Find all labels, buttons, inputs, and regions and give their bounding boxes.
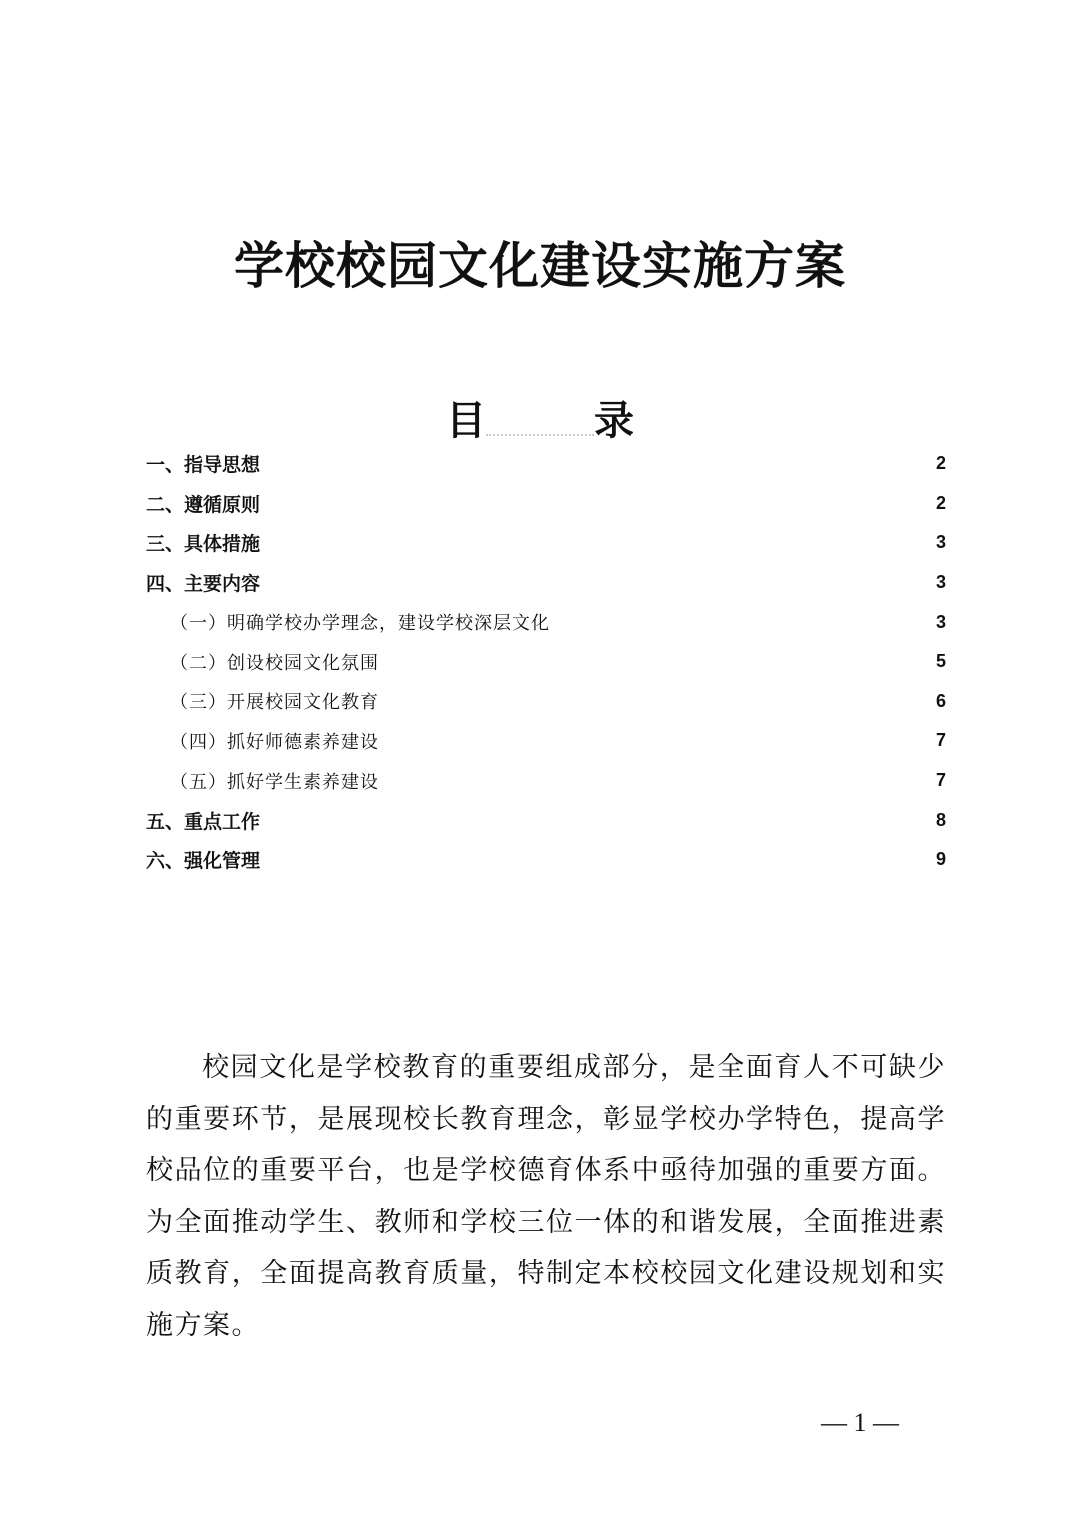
toc-entry-page: 7	[935, 730, 946, 751]
toc-entry-label: （一）明确学校办学理念，建设学校深层文化	[170, 613, 550, 635]
toc-entry-page: 3	[935, 611, 946, 632]
toc-entry[interactable]	[146, 800, 946, 840]
toc-entry-page: 2	[935, 492, 946, 513]
toc-entry-page: 2	[935, 453, 946, 474]
toc-entry-label: （三）开展校园文化教育	[170, 692, 379, 714]
toc-entry-label: 四、主要内容	[146, 573, 261, 596]
toc-entry-page: 3	[935, 572, 946, 593]
toc-entry-label: （二）创设校园文化氛围	[170, 652, 379, 674]
toc-entry-label: 六、强化管理	[146, 850, 261, 873]
toc-entry-label: （五）抓好学生素养建设	[170, 771, 379, 793]
toc-entry-page: 3	[935, 532, 946, 553]
toc-entry-page: 9	[935, 849, 946, 870]
toc-entry-label: 三、具体措施	[146, 533, 261, 556]
toc-subentry[interactable]	[146, 602, 946, 642]
toc-entry-label: （四）抓好师德素养建设	[170, 731, 379, 753]
toc-entry[interactable]	[146, 523, 946, 563]
toc-subentry[interactable]	[146, 761, 946, 801]
table-of-contents	[146, 444, 946, 880]
toc-heading-divider	[486, 426, 594, 436]
toc-heading	[0, 396, 1080, 446]
page-number: — 1 —	[821, 1408, 899, 1437]
toc-entry[interactable]	[146, 563, 946, 603]
toc-entry-page: 6	[935, 690, 946, 711]
toc-entry[interactable]	[146, 840, 946, 880]
toc-entry[interactable]	[146, 484, 946, 524]
toc-subentry[interactable]	[146, 682, 946, 722]
toc-entry-page: 5	[935, 651, 946, 672]
toc-heading-left: 目	[446, 398, 486, 444]
toc-entry-page: 8	[935, 809, 946, 830]
toc-subentry[interactable]	[146, 642, 946, 682]
toc-entry-label: 一、指导思想	[146, 454, 261, 477]
toc-entry[interactable]	[146, 444, 946, 484]
toc-subentry[interactable]	[146, 721, 946, 761]
intro-paragraph: 校园文化是学校教育的重要组成部分，是全面育人不可缺少的重要环节，是展现校长教育理念，彰显学校办学特色，提高学校品位的重要平台，也是学校德育体系中亟待加强的重要方面。为全面推动学生、教师和学校三位一体的和谐发展，全面推进素质教育，全面提高教育质量，特制定本校校园文化建设规划和实施方案。	[146, 1052, 946, 1341]
page-title: 学校校园文化建设实施方案	[234, 235, 846, 295]
toc-heading-right: 录	[594, 398, 634, 444]
toc-entry-label: 五、重点工作	[146, 810, 261, 833]
toc-entry-page: 7	[935, 770, 946, 791]
toc-entry-label: 二、遵循原则	[146, 493, 261, 516]
